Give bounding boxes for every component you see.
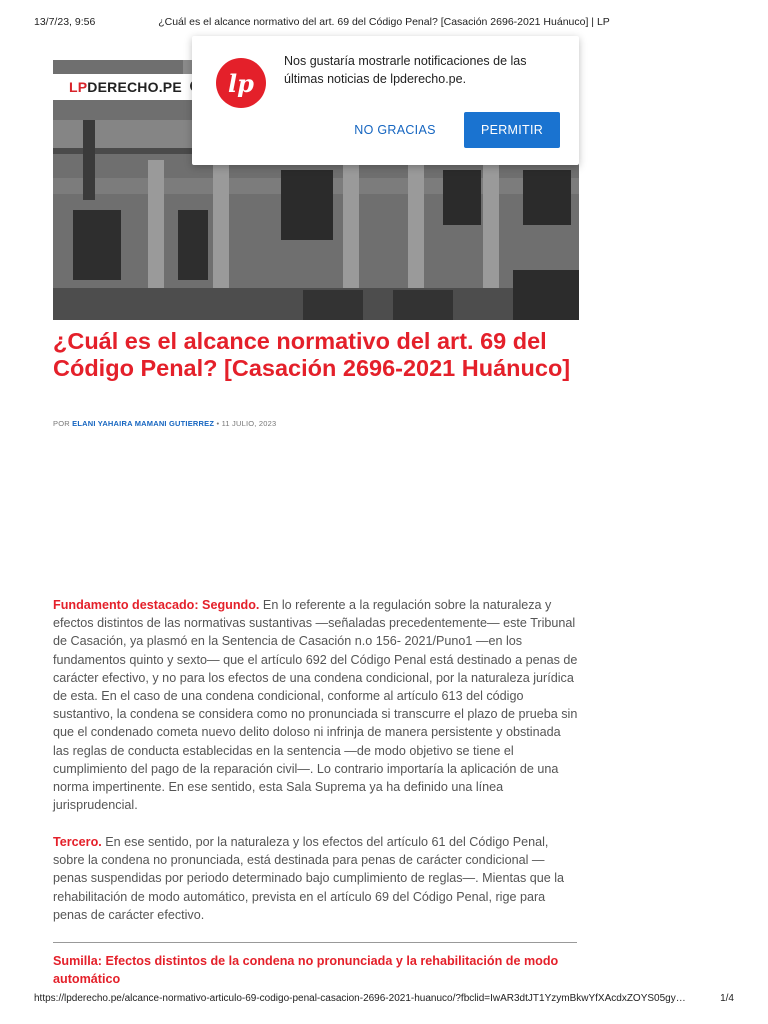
by-label: POR	[53, 419, 70, 428]
article-title: ¿Cuál es el alcance normativo del art. 69 del Código Penal? [Casación 2696-2021 Huánuco]	[53, 328, 571, 381]
byline-separator: •	[216, 419, 220, 428]
site-logo-bar[interactable]	[53, 74, 195, 100]
print-url: https://lpderecho.pe/alcance-normativo-articulo-69-codigo-penal-casacion-2696-2021-huanuco/?fbclid=IwAR3dtJT1YzymBkwYfXAcdxZOYS05gy…	[34, 993, 686, 1004]
print-datetime: 13/7/23, 9:56	[34, 16, 96, 28]
paragraph-tercero	[53, 833, 579, 924]
notification-permission-dialog	[192, 36, 579, 165]
paragraph-lead: Tercero.	[53, 835, 102, 849]
paragraph-segundo	[53, 596, 579, 814]
print-page-title: ¿Cuál es el alcance normativo del art. 69 del Código Penal? [Casación 2696-2021 Huánuco] | LP	[158, 16, 610, 28]
sumilla-heading: Sumilla: Efectos distintos de la condena no pronunciada y la rehabilitación de modo automático	[53, 954, 559, 987]
article-byline	[53, 419, 276, 428]
allow-notifications-button[interactable]: PERMITIR	[464, 112, 560, 148]
deny-notifications-button[interactable]: NO GRACIAS	[354, 123, 436, 137]
print-footer	[0, 993, 768, 1007]
author-link[interactable]: ELANI YAHAIRA MAMANI GUTIERREZ	[72, 419, 215, 428]
paragraph-text: En lo referente a la regulación sobre la naturaleza y efectos distintos de las normativas sustantivas —señaladas precedentemente— este Tribunal de Casación, ya plasmó en la Sentencia de Casación n.o 156- 2021/Puno1 —en los fundamentos quinto y sexto— que el artículo 692 del Código Penal está destinado a penas de carácter efectivo, y no para los efectos de una condena condicional, por la naturaleza jurídica de esta. En el caso de una condena condicional, conforme al artículo 613 del código sustantivo, la condena se considera como no pronunciada si transcurre el plazo de prueba sin que el condenado cometa nuevo delito doloso ni infrinja de manera persistente y obstinada las reglas de conducta establecidas en la sentencia —de modo objetivo se tiene el cumplimiento del pago de la reparación civil—. Lo contrario importaría la aplicación de una norma impertinente. En ese sentido, esta Sala Suprema ya ha definido una línea jurisprudencial.	[53, 598, 578, 813]
paragraph-lead: Fundamento destacado: Segundo.	[53, 598, 260, 612]
print-page-count: 1/4	[720, 993, 734, 1004]
print-header	[0, 16, 768, 30]
section-divider	[53, 942, 577, 943]
site-logo[interactable]: LPDERECHO.PE	[69, 79, 182, 95]
paragraph-text: En ese sentido, por la naturaleza y los efectos del artículo 61 del Código Penal, sobre la condena no pronunciada, está destinada para penas de carácter condicional — penas suspendidas por periodo determinado bajo cumplimiento de reglas—. Mientas que la rehabilitación de modo automático, prevista en el artículo 69 del Código Penal, rige para penas de carácter efectivo.	[53, 835, 565, 922]
article-date: 11 JULIO, 2023	[221, 419, 277, 428]
notification-message: Nos gustaría mostrarle notificaciones de las últimas noticias de lpderecho.pe.	[284, 54, 527, 86]
lp-logo-icon: lp	[216, 58, 266, 108]
